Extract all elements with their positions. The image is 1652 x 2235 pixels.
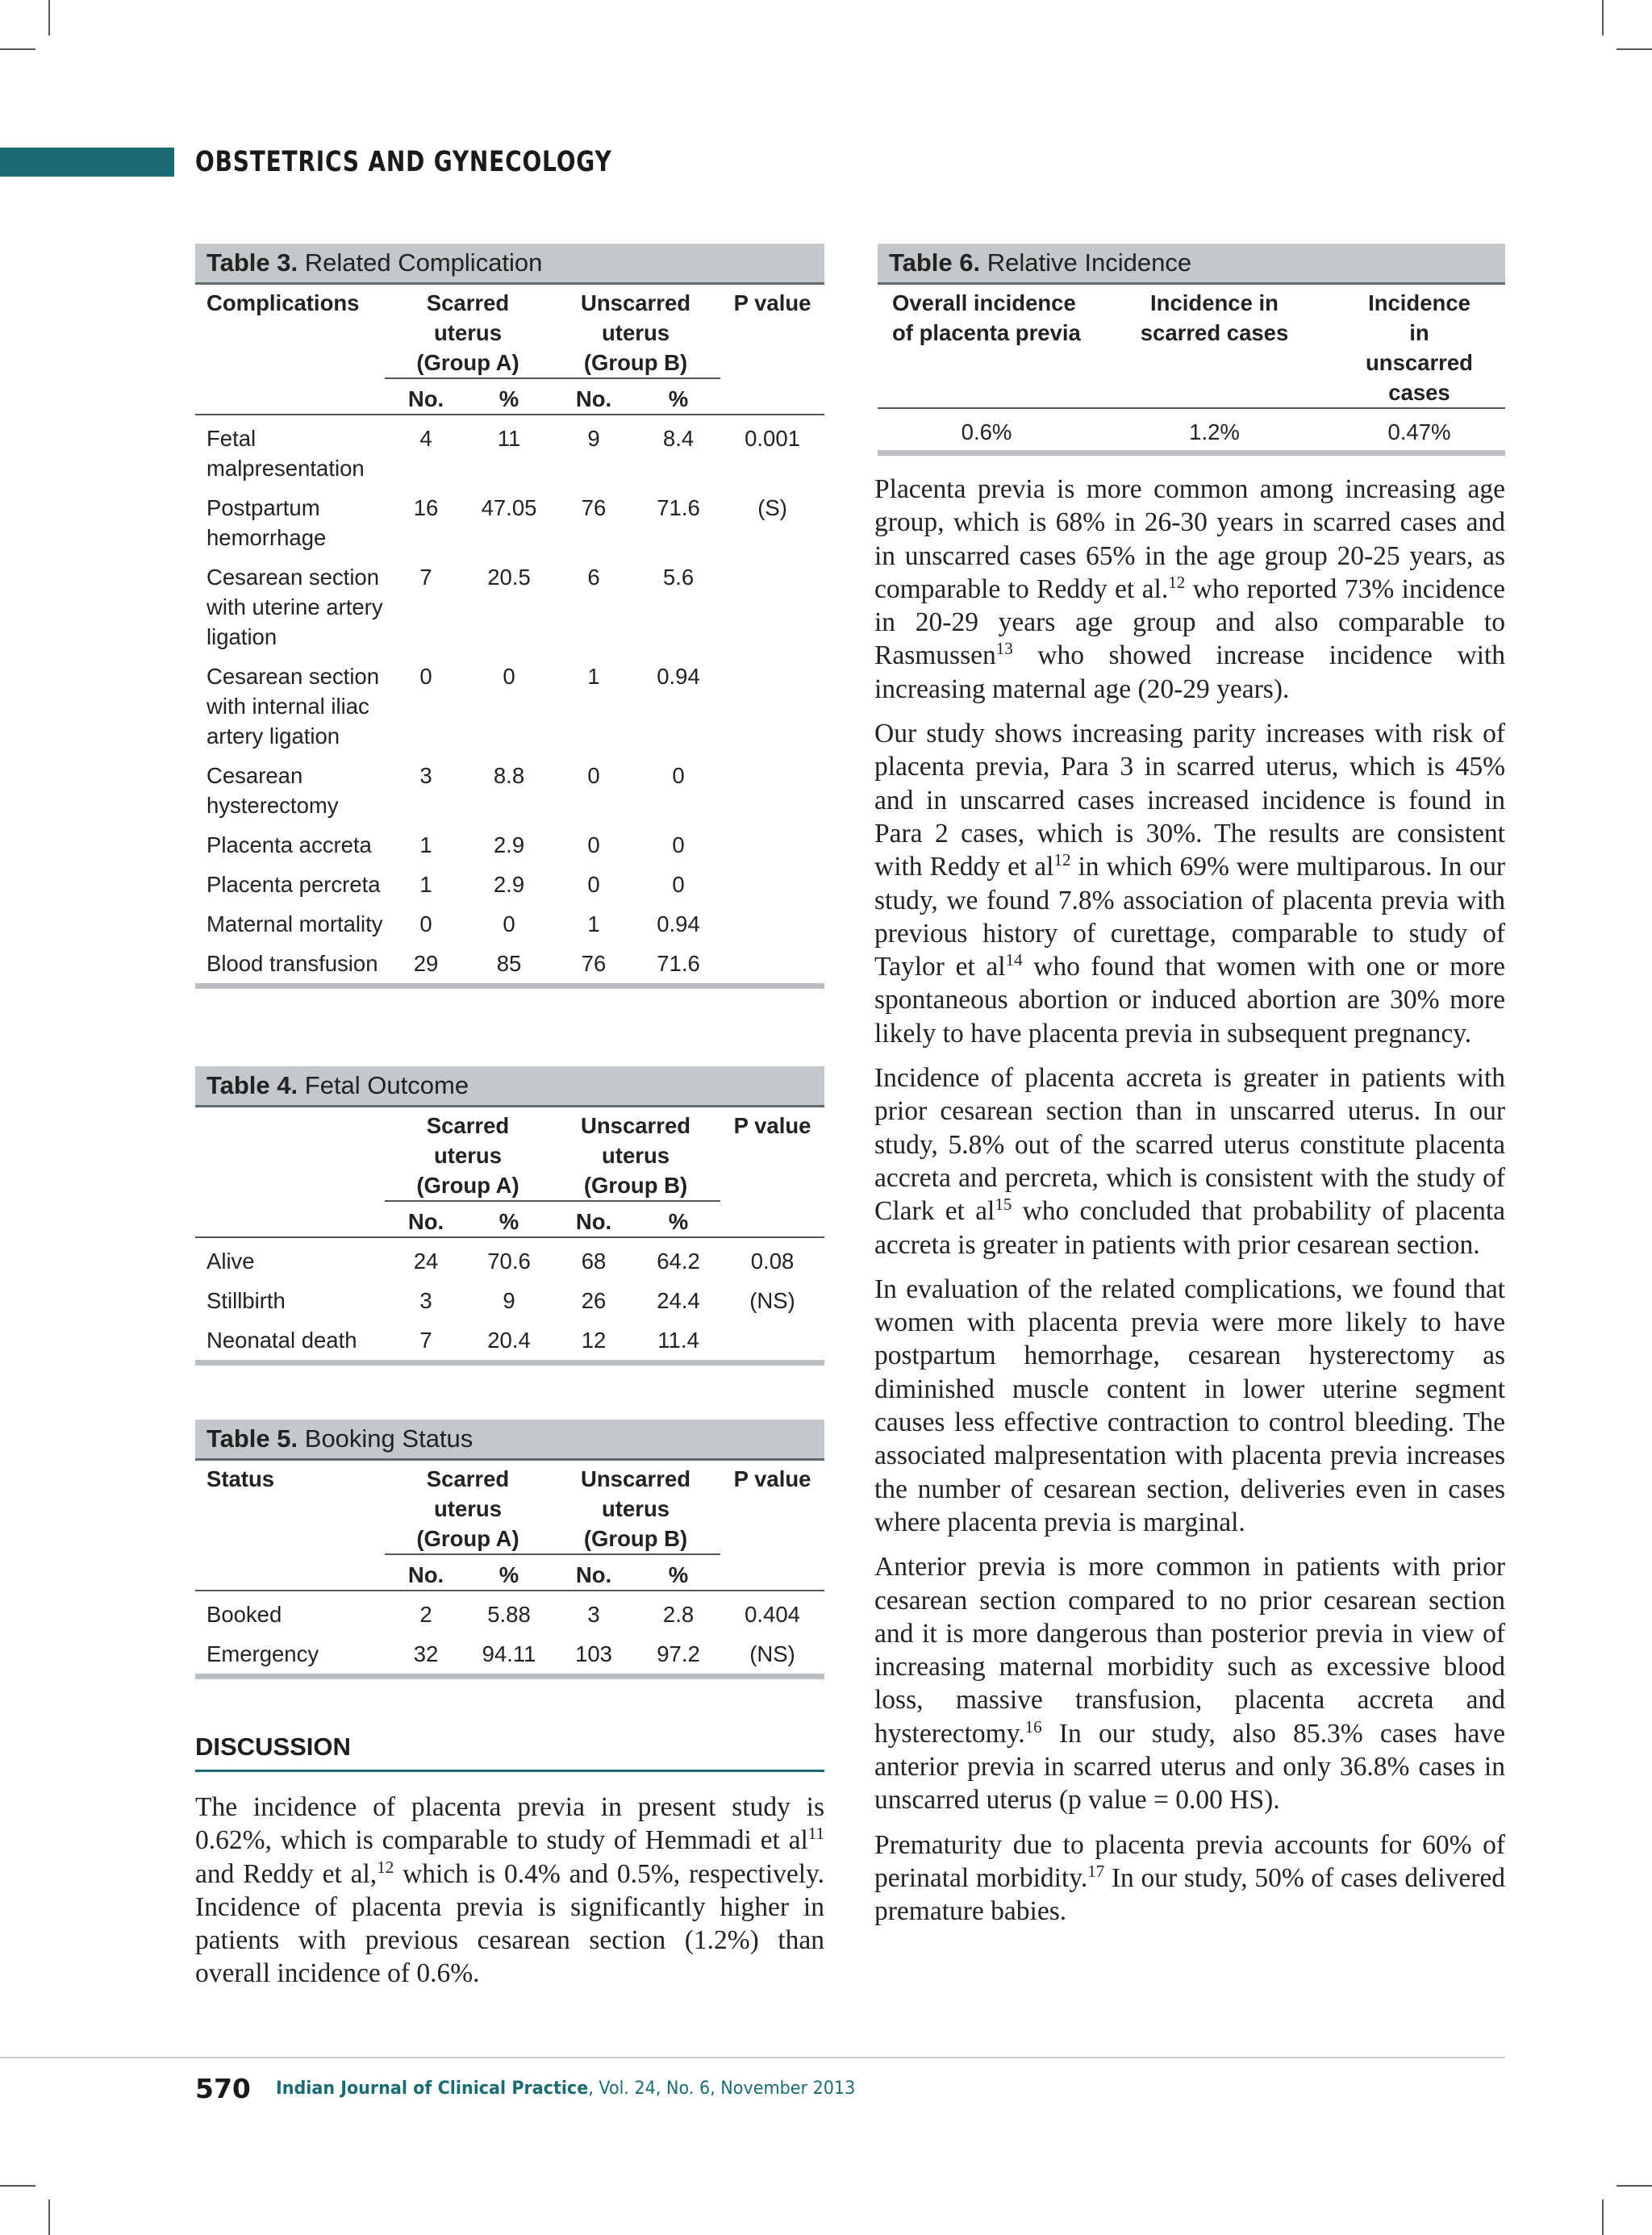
crop-mark: [1602, 2200, 1604, 2235]
paragraph: Anterior previa is more common in patients with prior cesarean section compared to no prior cesarean section and it is more dangerous than posterior previa in view of increasing maternal morbidity such as excessive blood loss, massive transfusion, placenta accreta and hysterectomy.$^{16}$ In our study, also 85.3% cases have anterior previa in scarred uterus and only 36.8% cases in unscarred uterus (p value = 0.00 HS).: [874, 1552, 1505, 1816]
table-5: [195, 1420, 824, 1679]
table-6: [878, 244, 1505, 456]
crop-mark: [48, 0, 50, 35]
table-row: Alive 24 70.6 68 64.2 0.08: [206, 1249, 795, 1274]
paragraph: In evaluation of the related complications, we found that women with placenta previa were more likely to have postpartum hemorrhage, cesarean hysterectomy as diminished muscle content in lower uterine segment causes less effective contraction to control bleeding. The associated malpresentation with placenta previa increases the number of cesarean section, deliveries even in cases where placenta previa is marginal.: [874, 1274, 1505, 1537]
table-bottom-rule: [195, 1674, 824, 1679]
column-header: Unscarred uterus (Group B): [581, 1113, 691, 1198]
table-row: 0.6% 1.2% 0.47%: [961, 419, 1451, 444]
table-caption: Table 5. Booking Status: [195, 1420, 824, 1461]
page-number: 570: [195, 2073, 251, 2104]
column-header: P value: [733, 290, 811, 315]
sub-header: %: [636, 1201, 720, 1237]
discussion-heading: DISCUSSION: [195, 1733, 824, 1772]
table-4: [195, 1066, 824, 1366]
table-row: Cesarean section with internal iliac artery ligation 0 0 1 0.94: [206, 664, 700, 748]
left-column-text: [195, 1791, 824, 2002]
crop-mark: [1602, 0, 1604, 35]
column-header: Complications: [206, 290, 360, 315]
column-header: Scarred uterus (Group A): [416, 1466, 519, 1551]
table-row: Fetal malpresentation 4 11 9 8.4 0.001: [206, 426, 800, 481]
table-caption: Table 4. Fetal Outcome: [195, 1066, 824, 1107]
sub-header: No.: [551, 1554, 636, 1591]
table-caption: Table 3. Related Complication: [195, 244, 824, 285]
sub-header: No.: [551, 378, 636, 415]
sub-header: %: [467, 1201, 551, 1237]
footer-rule: [0, 2057, 1505, 2058]
sub-header: %: [467, 1554, 551, 1591]
sub-header: %: [636, 1554, 720, 1591]
table-row: Cesarean hysterectomy 3 8.8 0 0: [206, 763, 685, 818]
sub-header: No.: [385, 378, 467, 415]
table-row: Blood transfusion 29 85 76 71.6: [206, 951, 700, 976]
column-header: P value: [733, 1466, 811, 1491]
sub-header: No.: [551, 1201, 636, 1237]
table-3: [195, 244, 824, 989]
column-header: Unscarred uterus (Group B): [581, 1466, 691, 1551]
paragraph: Our study shows increasing parity increases with risk of placenta previa, Para 3 in scarred uterus, which is 45% and in unscarred cases increased incidence is found in Para 2 cases, which is 30%. The results are consistent with Reddy et $al^{12}$ in which 69% were multiparous. In our study, we found 7.8% association of placenta previa with previous history of curettage, comparable to study of Taylor et $al^{14}$ who found that women with one or more spontaneous abortion or induced abortion are 30% more likely to have placenta previa in subsequent pregnancy.: [874, 719, 1506, 1049]
table-row: Stillbirth 3 9 26 24.4 (NS): [206, 1288, 795, 1313]
table-bottom-rule: [195, 1360, 824, 1366]
crop-mark: [1617, 48, 1652, 50]
sub-header: %: [636, 378, 720, 415]
sub-header: No.: [385, 1554, 467, 1591]
column-header: Status: [206, 1466, 275, 1491]
table-row: Placenta percreta 1 2.9 0 0: [206, 872, 685, 897]
paragraph: Placenta previa is more common among increasing age group, which is 68% in 26-30 years in scarred cases and in unscarred cases 65% in the age group 20-25 years, as comparable to Reddy et al.$^{12}$ who reported 73% incidence in 20-29 years age group and also comparable to Rasmussen$^{13}$ who showed increase incidence with increasing maternal age (20-29 years).: [874, 474, 1506, 704]
column-header: Unscarred uterus (Group B): [581, 290, 691, 375]
column-header: Overall incidence of placenta previa: [892, 290, 1081, 345]
column-header: [195, 1107, 385, 1201]
paragraph: The incidence of placenta previa in present study is 0.62%, which is comparable to study of Hemmadi et $al^{11}$ and Reddy et al,$^{12}$ which is 0.4% and 0.5%, respectively. Incidence of placenta previa is significantly higher in patients with previous cesarean section (1.2%) than overall incidence of 0.6%.: [195, 1792, 824, 1989]
crop-mark: [0, 48, 35, 50]
table-row: Postpartum hemorrhage 16 47.05 76 71.6 (S): [206, 495, 787, 550]
table-caption: Table 6. Relative Incidence: [878, 244, 1505, 285]
paragraph: Incidence of placenta accreta is greater in patients with prior cesarean section than in unscarred uterus. In our study, 5.8% out of the scarred uterus constitute placenta accreta and percreta, which is consistent with the study of Clark et $al^{15}$ who concluded that probability of placenta accreta is greater in patients with prior cesarean section.: [874, 1063, 1505, 1260]
crop-mark: [48, 2200, 50, 2235]
column-header: Scarred uterus (Group A): [416, 290, 519, 375]
column-header: Incidence in scarred cases: [1140, 290, 1289, 345]
table-bottom-rule: [195, 983, 824, 989]
table-row: Booked 2 5.88 3 2.8 0.404: [206, 1602, 800, 1627]
column-header: P value: [733, 1113, 811, 1138]
sub-header: No.: [385, 1201, 467, 1237]
crop-mark: [0, 2185, 35, 2187]
table-row: Placenta accreta 1 2.9 0 0: [206, 832, 685, 857]
table-row: Maternal mortality 0 0 1 0.94: [206, 911, 700, 936]
column-header: Scarred uterus (Group A): [416, 1113, 519, 1198]
column-header: Incidence in unscarred cases: [1366, 290, 1473, 405]
table-row: Cesarean section with uterine artery ligation 7 20.5 6 5.6: [206, 565, 695, 649]
paragraph: Prematurity due to placenta previa accounts for 60% of perinatal morbidity.$^{17}$ In our study, 50% of cases delivered premature babies.: [874, 1829, 1505, 1927]
right-column-text: [874, 473, 1505, 1939]
sub-header: %: [467, 378, 551, 415]
table-row: Emergency 32 94.11 103 97.2 (NS): [206, 1641, 795, 1666]
table-bottom-rule: [878, 450, 1505, 456]
header-accent-bar: [0, 148, 174, 177]
journal-citation: Indian Journal of Clinical Practice, Vol. 24, No. 6, November 2013: [276, 2078, 856, 2099]
crop-mark: [1617, 2185, 1652, 2187]
section-title: OBSTETRICS AND GYNECOLOGY: [195, 146, 612, 178]
table-row: Neonatal death 7 20.4 12 11.4: [206, 1328, 699, 1353]
